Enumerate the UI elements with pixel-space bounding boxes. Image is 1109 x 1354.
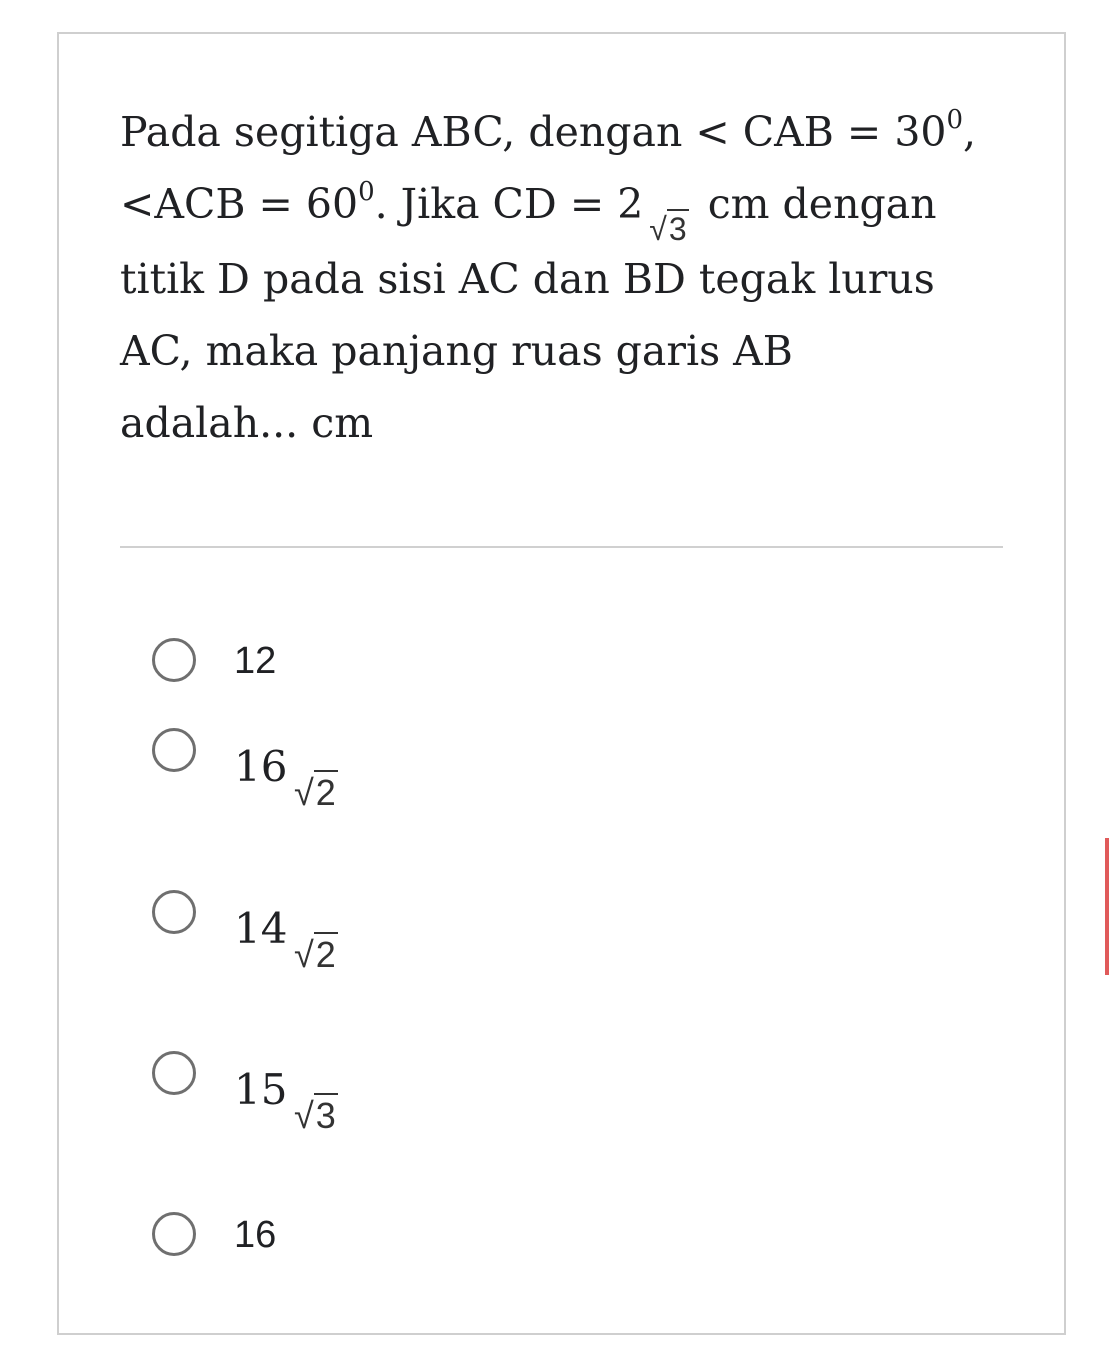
question-text-part: , <ACB = 60 <box>120 108 977 228</box>
radio-button[interactable] <box>152 1051 196 1095</box>
radio-button[interactable] <box>152 638 196 682</box>
edge-indicator <box>1105 838 1109 975</box>
question-text-part: cm dengan titik D pada sisi AC dan BD tegak lurus AC, maka panjang ruas garis AB adalah... cm <box>120 180 937 447</box>
sqrt-radicand: 2 <box>315 772 336 813</box>
sqrt-image <box>294 934 338 976</box>
divider <box>120 546 1003 548</box>
sqrt-icon: √ <box>294 934 314 975</box>
option-label <box>234 742 336 813</box>
option-number: 15 <box>234 1065 288 1114</box>
sqrt-icon: √ <box>294 1095 314 1136</box>
superscript: 0 <box>946 105 964 135</box>
question-text <box>120 96 980 459</box>
option-number: 14 <box>234 904 288 953</box>
sqrt-radicand: 3 <box>668 211 687 247</box>
radio-button[interactable] <box>152 728 196 772</box>
option-5[interactable] <box>152 1212 276 1257</box>
option-number: 16 <box>234 742 288 791</box>
option-4[interactable] <box>152 1051 336 1136</box>
option-label: 16 <box>234 1214 277 1256</box>
option-label: 12 <box>234 640 277 682</box>
sqrt-image <box>649 211 688 247</box>
option-1[interactable] <box>152 638 276 683</box>
sqrt-radicand: 3 <box>315 1095 336 1136</box>
option-label <box>234 1065 336 1136</box>
sqrt-image <box>294 772 338 814</box>
sqrt-icon: √ <box>649 211 667 247</box>
question-text-part: . Jika CD = 2 <box>374 180 644 228</box>
question-text-part: Pada segitiga ABC, dengan < CAB = 30 <box>120 108 947 156</box>
sqrt-radicand: 2 <box>315 934 336 975</box>
superscript: 0 <box>358 177 375 207</box>
radio-button[interactable] <box>152 890 196 934</box>
option-3[interactable] <box>152 890 336 975</box>
sqrt-image <box>294 1095 338 1137</box>
option-label <box>234 904 336 975</box>
option-2[interactable] <box>152 728 336 813</box>
sqrt-icon: √ <box>294 772 314 813</box>
radio-button[interactable] <box>152 1212 196 1256</box>
